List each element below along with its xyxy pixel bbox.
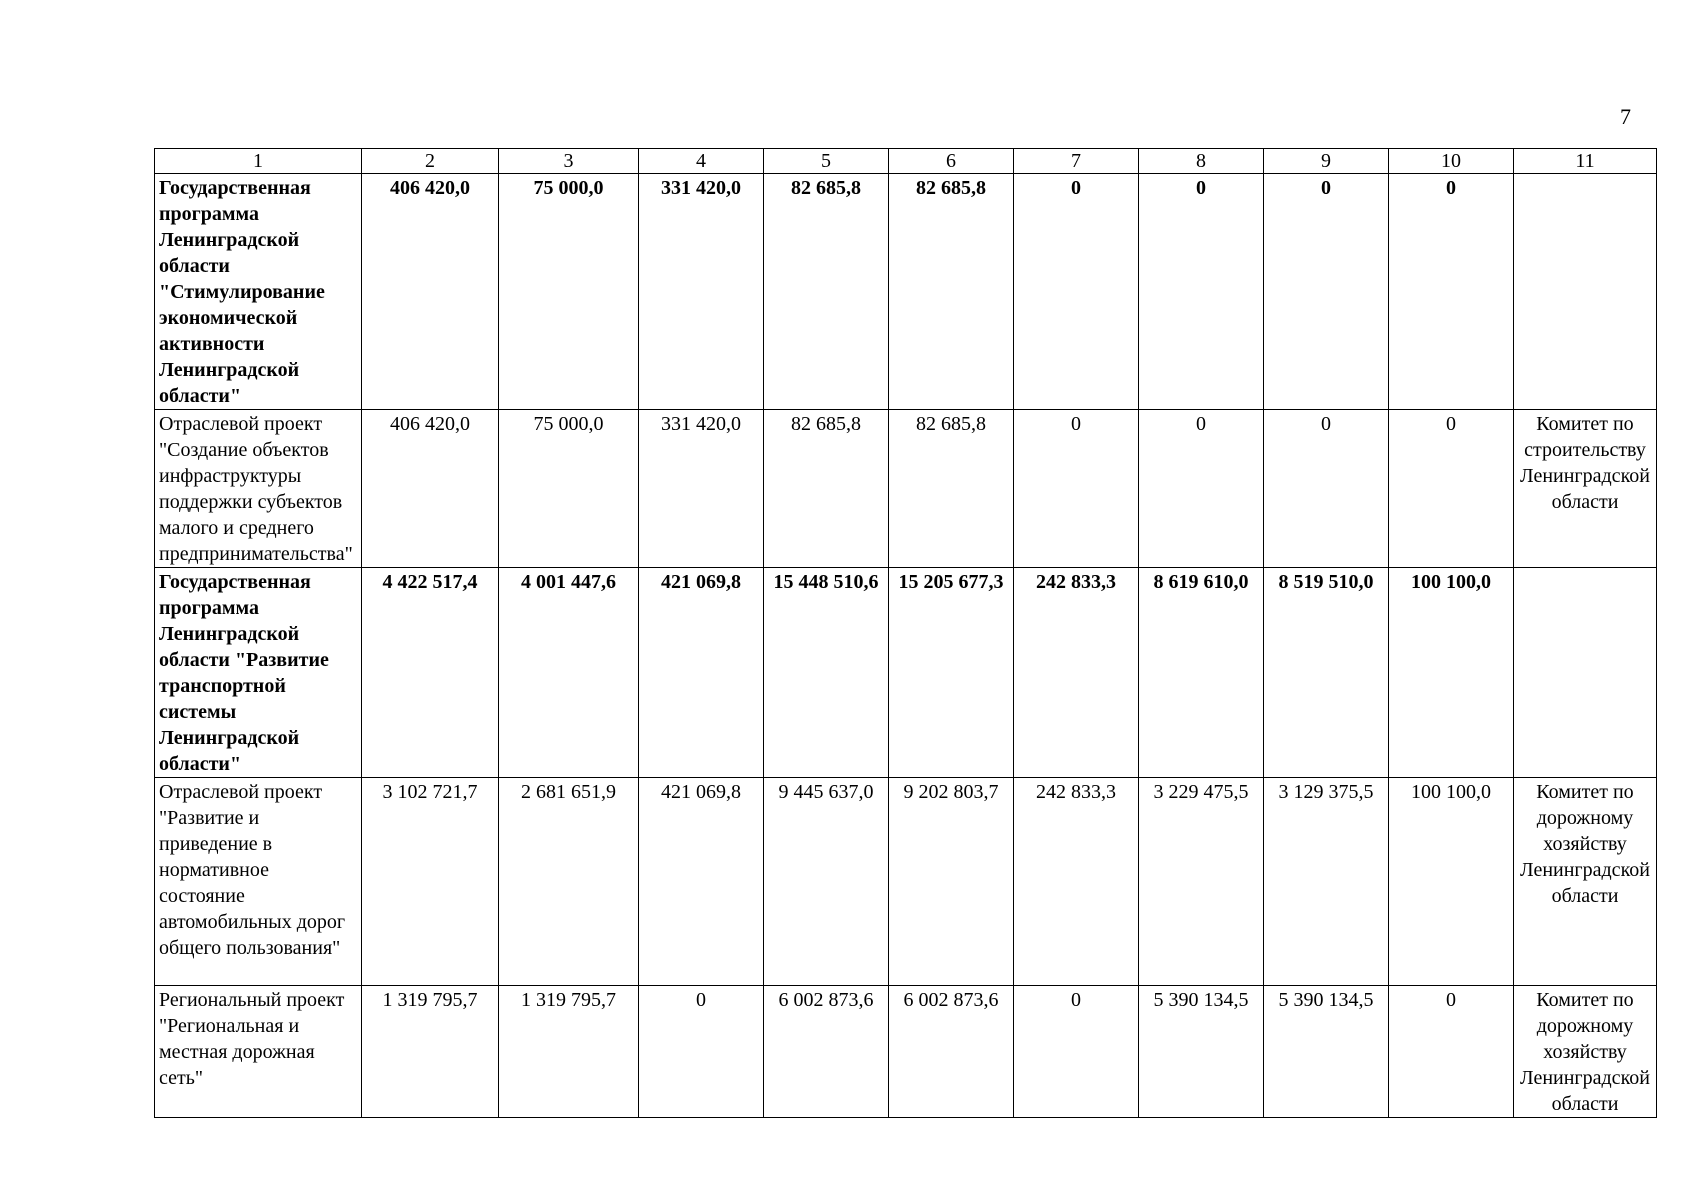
- value-cell: 242 833,3: [1014, 778, 1139, 986]
- value-cell: 100 100,0: [1389, 568, 1514, 778]
- value-cell: 0: [639, 986, 764, 1118]
- value-cell: 421 069,8: [639, 778, 764, 986]
- page-number: 7: [1620, 104, 1631, 129]
- value-cell: 2 681 651,9: [499, 778, 639, 986]
- column-header: 7: [1014, 149, 1139, 174]
- value-cell: 406 420,0: [362, 410, 499, 568]
- responsible-cell: Комитет по дорожному хозяйству Ленинградской области: [1514, 778, 1657, 986]
- value-cell: 6 002 873,6: [889, 986, 1014, 1118]
- value-cell: 421 069,8: [639, 568, 764, 778]
- value-cell: 3 102 721,7: [362, 778, 499, 986]
- value-cell: 0: [1014, 174, 1139, 410]
- value-cell: 100 100,0: [1389, 778, 1514, 986]
- value-cell: 15 205 677,3: [889, 568, 1014, 778]
- value-cell: 8 619 610,0: [1139, 568, 1264, 778]
- column-header: 3: [499, 149, 639, 174]
- value-cell: 82 685,8: [889, 410, 1014, 568]
- value-cell: 82 685,8: [764, 174, 889, 410]
- value-cell: 1 319 795,7: [362, 986, 499, 1118]
- table-row: [155, 410, 1657, 568]
- column-header: 5: [764, 149, 889, 174]
- value-cell: 5 390 134,5: [1264, 986, 1389, 1118]
- column-header: 6: [889, 149, 1014, 174]
- column-header: 10: [1389, 149, 1514, 174]
- column-header: 11: [1514, 149, 1657, 174]
- project-name: Отраслевой проект "Создание объектов инфраструктуры поддержки субъектов малого и среднего предпринимательства": [155, 410, 362, 568]
- value-cell: 0: [1389, 410, 1514, 568]
- value-cell: 9 202 803,7: [889, 778, 1014, 986]
- value-cell: 75 000,0: [499, 410, 639, 568]
- table-row: [155, 568, 1657, 778]
- value-cell: 8 519 510,0: [1264, 568, 1389, 778]
- responsible-cell: [1514, 568, 1657, 778]
- value-cell: 242 833,3: [1014, 568, 1139, 778]
- value-cell: 0: [1264, 410, 1389, 568]
- value-cell: 331 420,0: [639, 410, 764, 568]
- value-cell: 75 000,0: [499, 174, 639, 410]
- value-cell: 4 422 517,4: [362, 568, 499, 778]
- value-cell: 0: [1389, 986, 1514, 1118]
- program-name: Государственная программа Ленинградской области "Стимулирование экономической активности Ленинградской области": [155, 174, 362, 410]
- program-name: Государственная программа Ленинградской области "Развитие транспортной системы Ленинградской области": [155, 568, 362, 778]
- value-cell: 6 002 873,6: [764, 986, 889, 1118]
- table-row: [155, 778, 1657, 986]
- value-cell: 331 420,0: [639, 174, 764, 410]
- value-cell: 1 319 795,7: [499, 986, 639, 1118]
- value-cell: 82 685,8: [889, 174, 1014, 410]
- responsible-cell: [1514, 174, 1657, 410]
- responsible-cell: Комитет по строительству Ленинградской области: [1514, 410, 1657, 568]
- value-cell: 406 420,0: [362, 174, 499, 410]
- table-header-row: [155, 149, 1657, 174]
- column-header: 8: [1139, 149, 1264, 174]
- project-name: Отраслевой проект "Развитие и приведение в нормативное состояние автомобильных дорог общего пользования": [155, 778, 362, 986]
- value-cell: 5 390 134,5: [1139, 986, 1264, 1118]
- table-row: [155, 986, 1657, 1118]
- value-cell: 0: [1389, 174, 1514, 410]
- responsible-cell: Комитет по дорожному хозяйству Ленинградской области: [1514, 986, 1657, 1118]
- value-cell: 3 129 375,5: [1264, 778, 1389, 986]
- column-header: 4: [639, 149, 764, 174]
- column-header: 2: [362, 149, 499, 174]
- value-cell: 0: [1014, 986, 1139, 1118]
- budget-table: [154, 148, 1657, 1118]
- value-cell: 3 229 475,5: [1139, 778, 1264, 986]
- value-cell: 82 685,8: [764, 410, 889, 568]
- value-cell: 0: [1139, 410, 1264, 568]
- value-cell: 15 448 510,6: [764, 568, 889, 778]
- value-cell: 0: [1264, 174, 1389, 410]
- value-cell: 0: [1014, 410, 1139, 568]
- value-cell: 0: [1139, 174, 1264, 410]
- table-row: [155, 174, 1657, 410]
- value-cell: 9 445 637,0: [764, 778, 889, 986]
- project-name: Региональный проект "Региональная и местная дорожная сеть": [155, 986, 362, 1118]
- value-cell: 4 001 447,6: [499, 568, 639, 778]
- column-header: 1: [155, 149, 362, 174]
- column-header: 9: [1264, 149, 1389, 174]
